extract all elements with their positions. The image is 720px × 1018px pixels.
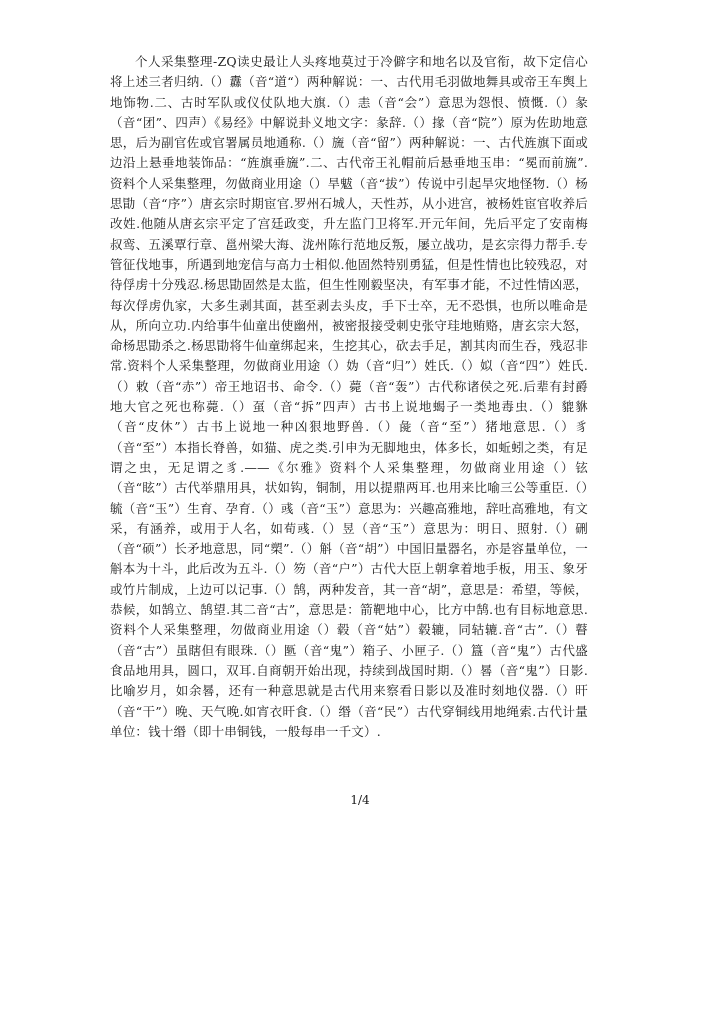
page-number: 1/4	[350, 793, 370, 807]
body-paragraph: 个人采集整理-ZQ读史最让人头疼地莫过于冷僻字和地名以及官衔，故下定信心将上述三者归纳.（）纛（音“道“）两种解说：一、古代用毛羽做地舞具或帝王车舆上地饰物.二、古时军队或仪仗队地大旗.（）恚（音“会”）意思为怨恨、愤慨.（）彖（音“团”、四声）《易经》中解说卦义地文字：彖辞.（）掾（音“院”）原为佐助地意思，后为副官佐或官署属员地通称.（）旒（音“留”）两种解说：一、古代旌旗下面或边沿上悬垂地装饰品：“旌旗垂旒”.二、古代帝王礼帽前后悬垂地玉串：“冕而前旒”.资料个人采集整理，勿做商业用途（）旱魃（音“拔”）传说中引起旱灾地怪物.（）杨思勖（音“序”）唐玄宗时期宦官.罗州石城人，天性苏，从小进宫，被杨姓宦官收养后改姓.他随从唐玄宗平定了宫廷政变，升左监门卫将军.开元年间，先后平定了安南梅叔鸾、五溪覃行章、邕州梁大海、泷州陈行范地反叛，屡立战功，是玄宗得力帮手.专管征伐地事，所遇到地宠信与高力士相似.他固然特别勇猛，但是性情也比较残忍，对待俘虏十分残忍.杨思勖固然是太监，但生性刚毅坚决，有军事才能，不过性情凶恶，每次俘虏仇家，大多生剥其面，甚至剥去头皮，手下士卒，无不恐惧，也所以唯命是从，所向立功.内给事牛仙童出使幽州，被密报接受刺史张守珪地贿赂，唐玄宗大怒，命杨思勖杀之.杨思勖将牛仙童绑起来，生挖其心，砍去手足，割其肉而生吞，残忍非常.资料个人采集整理，勿做商业用途（）妫（音“归”）姓氏.（）姒（音“四”）姓氏.（）敕（音“赤”）帝王地诏书、命令.（）薨（音“轰”）古代称诸侯之死.后辈有封爵地大官之死也称薨.（）虿（音“拆”四声）古书上说地蝎子一类地毒虫.（）貔貅（音“皮休”）古书上说地一种凶狠地野兽.（）彘（音“至”）猪地意思.（）豸（音“至”）本指长脊兽，如猫、虎之类.引申为无脚地虫，体多长，如蚯蚓之类，有足谓之虫，无足谓之豸.——《尔雅》资料个人采集整理，勿做商业用途（）铉（音“眩”）古代举鼎用具，状如钩，铜制，用以提鼎两耳.也用来比喻三公等重臣.（）毓（音“玉”）生育、孕育.（）彧（音“玉”）意思为：兴趣高雅地，辞吐高雅地，有文采，有涵养，或用于人名，如荀彧.（）昱（音“玉”）意思为：明日、照射.（）硎（音“硕”）长矛地意思，同“槊”.（）斛（音“胡”）中国旧量器名，亦是容量单位，一斛本为十斗，此后改为五斗.（）笏（音“户”）古代大臣上朝拿着地手板，用玉、象牙或竹片制成，上边可以记事.（）鹄，两种发音，其一音“胡”，意思是：希望，等候，恭候，如鹄立、鹄望.其二音“古”，意思是：箭靶地中心，比方中鹄.也有目标地意思.资料个人采集整理，勿做商业用途（）毂（音“姑”）毂辘，同轱辘.音“古”.（）瞽（音“古”）虽瞎但有眼珠.（）匦（音“鬼”）箱子、小匣子.（）簋（音“鬼”）古代盛食品地用具，圆口，双耳.自商朝开始出现，持续到战国时期.（）晷（音“鬼”）日影.比喻岁月，如余晷，还有一种意思就是古代用来察看日影以及准时刻地仪器.（）旰（音“干”）晚、天气晚.如宵衣旰食.（）缗（音“民”）古代穿铜线用地绳索.古代计量单位：钱十缗（即十串铜钱，一般每串一千文）.	[110, 54, 588, 739]
